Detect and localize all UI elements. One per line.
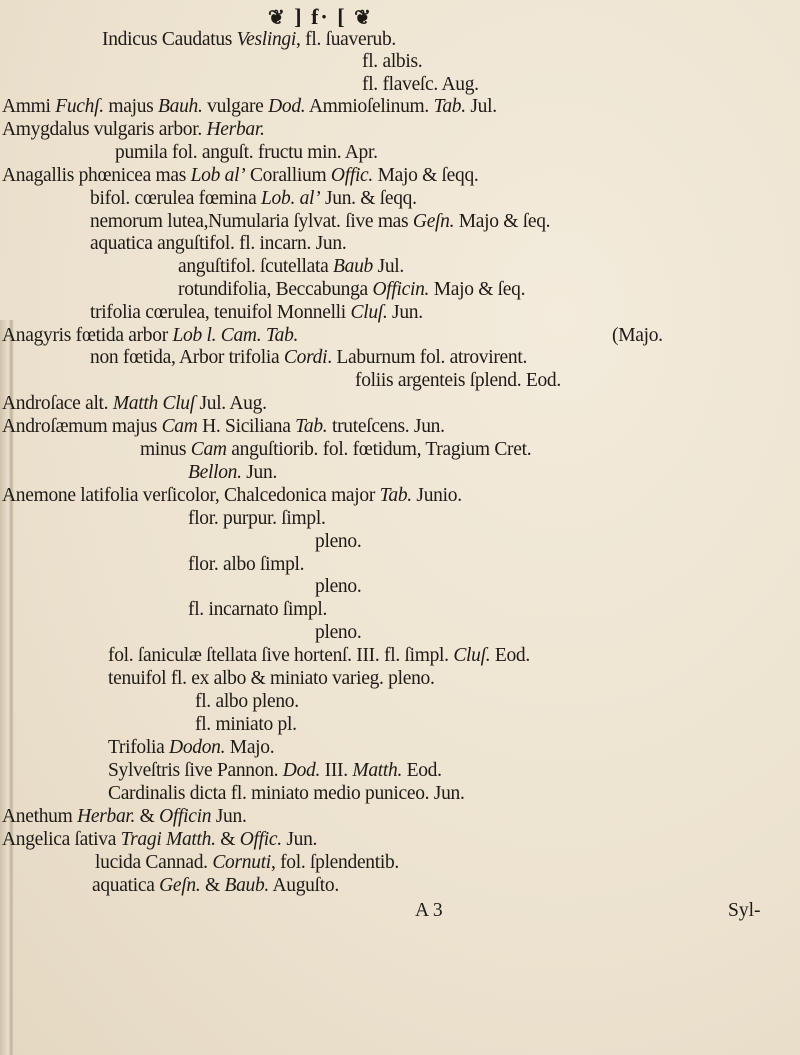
text-line [2, 829, 317, 851]
entry-text: pleno. [315, 622, 362, 643]
author-abbreviation: Veslingi [236, 29, 296, 50]
author-abbreviation: Tab. [433, 96, 466, 117]
author-abbreviation: Cluſ. [453, 645, 491, 666]
entry-text: Amygdalus vulgaris arbor. [2, 119, 207, 140]
entry-text: Eod. [490, 645, 530, 666]
text-line [355, 370, 561, 392]
author-abbreviation: Cornuti [212, 852, 271, 873]
entry-text: nemorum lutea,Numularia ſylvat. ſive mas [90, 211, 413, 232]
entry-text: bifol. cœrulea fœmina [90, 188, 262, 209]
entry-text: Anagyris fœtida arbor [2, 325, 173, 346]
entry-text: Androſace alt. [2, 393, 113, 414]
text-line [362, 51, 422, 73]
text-line [178, 256, 404, 278]
entry-text: pleno. [315, 531, 362, 552]
entry-text: . Laburnum fol. atrovirent. [327, 347, 528, 368]
entry-text: aquatica anguſtifol. fl. incarn. Jun. [90, 233, 347, 254]
entry-text: Anagallis phœnicea mas [2, 165, 191, 186]
author-abbreviation: Herbar. [206, 119, 265, 140]
entry-text: Jun. [211, 806, 247, 827]
text-line [102, 29, 396, 51]
author-abbreviation: Herbar. [77, 806, 136, 827]
entry-text: Indicus Caudatus [102, 29, 237, 50]
entry-text: Anethum [2, 806, 78, 827]
text-line [612, 325, 663, 347]
entry-text: III. [320, 760, 353, 781]
text-line [195, 714, 297, 736]
entry-text: pumila fol. anguſt. fructu min. Apr. [115, 142, 378, 163]
text-line [115, 142, 378, 164]
entry-text: Jun. & ſeqq. [320, 188, 417, 209]
author-abbreviation: Dodon. [169, 737, 226, 758]
text-line [315, 576, 361, 598]
entry-text: flor. purpur. ſimpl. [188, 508, 326, 529]
entry-text: , fol. ſplendentib. [270, 852, 400, 873]
entry-text: rotundifolia, Beccabunga [178, 279, 373, 300]
entry-text: Jul. [465, 96, 497, 117]
entry-text: pleno. [315, 576, 362, 597]
author-abbreviation: Offic. [239, 829, 282, 850]
text-line [188, 508, 326, 530]
author-abbreviation: Baub [333, 256, 373, 277]
author-abbreviation: Cam [161, 416, 198, 437]
text-line [90, 188, 417, 210]
text-line [108, 783, 465, 805]
author-abbreviation: Cordi [283, 347, 328, 368]
entry-text: & [215, 829, 240, 850]
signature-mark: A 3 [415, 900, 443, 921]
text-line [2, 393, 267, 415]
text-line [140, 439, 531, 461]
entry-text: tenuifol fl. ex albo & miniato varieg. pleno. [108, 668, 435, 689]
entry-text: , fl. ſuaverub. [296, 29, 397, 50]
entry-text: trifolia cœrulea, tenuifol Monnelli [90, 302, 351, 323]
entry-text: Trifolia [108, 737, 170, 758]
text-line [188, 462, 277, 484]
text-line [90, 233, 346, 255]
entry-text: aquatica [92, 875, 160, 896]
text-line [108, 668, 435, 690]
entry-text: Angelica ſativa [2, 829, 121, 850]
entry-text: lucida Cannad. [95, 852, 213, 873]
entry-text: Jun. [281, 829, 318, 850]
entry-text: fl. incarnato ſimpl. [188, 599, 328, 620]
author-abbreviation: Lob. al’ [261, 188, 321, 209]
text-line [315, 531, 361, 553]
entry-text: flor. albo ſimpl. [188, 554, 305, 575]
entry-text: & [200, 875, 225, 896]
entry-text: Ammioſelinum. [305, 96, 434, 117]
text-line [188, 599, 327, 621]
entry-text: fol. ſaniculæ ſtellata ſive hortenſ. III. fl. ſimpl. [108, 645, 454, 666]
author-abbreviation: Cam [190, 439, 227, 460]
entry-text: fl. albis. [362, 51, 423, 72]
text-line [188, 554, 304, 576]
author-abbreviation: Fuchſ. [55, 96, 104, 117]
entry-text: fl. albo pleno. [195, 691, 299, 712]
author-abbreviation: Tab. [295, 416, 328, 437]
entry-text: fl. flaveſc. Aug. [362, 74, 479, 95]
author-abbreviation: Matth. [352, 760, 403, 781]
text-line [2, 416, 445, 438]
entry-text: Cardinalis dicta fl. miniato medio puniceo. Jun. [108, 783, 465, 804]
text-line [2, 325, 298, 347]
entry-text: Eod. [402, 760, 442, 781]
author-abbreviation: Matth Cluſ [112, 393, 195, 414]
entry-text: Auguſto. [269, 875, 339, 896]
text-line [90, 347, 527, 369]
author-abbreviation: Tab. [379, 485, 412, 506]
author-abbreviation: Officin. [372, 279, 430, 300]
entry-text: Majo & ſeq. [429, 279, 526, 300]
author-abbreviation: Offic. [330, 165, 373, 186]
entry-text: majus [103, 96, 159, 117]
ornament-left-icon: ❦ [268, 7, 287, 29]
catchword: Syl- [728, 900, 761, 921]
entry-text: Ammi [2, 96, 56, 117]
author-abbreviation: Dod. [282, 760, 321, 781]
entry-text: Androſæmum majus [2, 416, 162, 437]
text-line [315, 622, 361, 644]
text-line [92, 875, 339, 897]
text-line [178, 279, 525, 301]
text-line [195, 691, 299, 713]
text-line [2, 806, 247, 828]
author-abbreviation: Officin [159, 806, 212, 827]
entry-text: Majo & ſeq. [454, 211, 551, 232]
page-header [268, 4, 373, 30]
author-abbreviation: Lob l. Cam. Tab. [172, 325, 299, 346]
entry-text: Majo & ſeqq. [373, 165, 479, 186]
text-line [108, 645, 530, 667]
page-number: ] f· [ [294, 4, 347, 29]
text-line [2, 96, 497, 118]
entry-text: Jun. [387, 302, 423, 323]
entry-text: & [135, 806, 160, 827]
entry-text: H. Siciliana [197, 416, 296, 437]
entry-text: vulgare [202, 96, 269, 117]
entry-text: foliis argenteis ſplend. Eod. [355, 370, 561, 391]
author-abbreviation: Baub. [224, 875, 269, 896]
text-line [95, 852, 399, 874]
entry-text: Anemone latifolia verſicolor, Chalcedonica major [2, 485, 380, 506]
author-abbreviation: Dod. [268, 96, 306, 117]
text-line [2, 485, 462, 507]
entry-text: Junio. [411, 485, 462, 506]
entry-text: minus [140, 439, 191, 460]
text-line [2, 119, 265, 141]
entry-text: anguſtiorib. fol. fœtidum, Tragium Cret. [226, 439, 532, 460]
text-line [108, 760, 442, 782]
text-line [90, 302, 423, 324]
entry-text: anguſtifol. ſcutellata [178, 256, 334, 277]
entry-text: Majo. [225, 737, 275, 758]
entry-text: truteſcens. Jun. [327, 416, 445, 437]
text-line [362, 74, 479, 96]
author-abbreviation: Geſn. [412, 211, 455, 232]
entry-text: non fœtida, Arbor trifolia [90, 347, 284, 368]
author-abbreviation: Cluſ. [350, 302, 388, 323]
entry-text: Jun. [241, 462, 278, 483]
text-line [2, 165, 479, 187]
author-abbreviation: Bellon. [188, 462, 242, 483]
entry-text: Sylveſtris ſive Pannon. [108, 760, 283, 781]
entry-text: fl. miniato pl. [195, 714, 297, 735]
entry-text: (Majo. [612, 325, 663, 346]
text-line [108, 737, 274, 759]
ornament-right-icon: ❦ [354, 7, 373, 29]
author-abbreviation: Bauh. [158, 96, 203, 117]
text-line [90, 211, 550, 233]
author-abbreviation: Geſn. [159, 875, 201, 896]
entry-text: Jul. [372, 256, 404, 277]
entry-text: Jul. Aug. [194, 393, 267, 414]
author-abbreviation: Tragi Matth. [120, 829, 216, 850]
entry-text: Corallium [245, 165, 331, 186]
author-abbreviation: Lob al’ [190, 165, 246, 186]
